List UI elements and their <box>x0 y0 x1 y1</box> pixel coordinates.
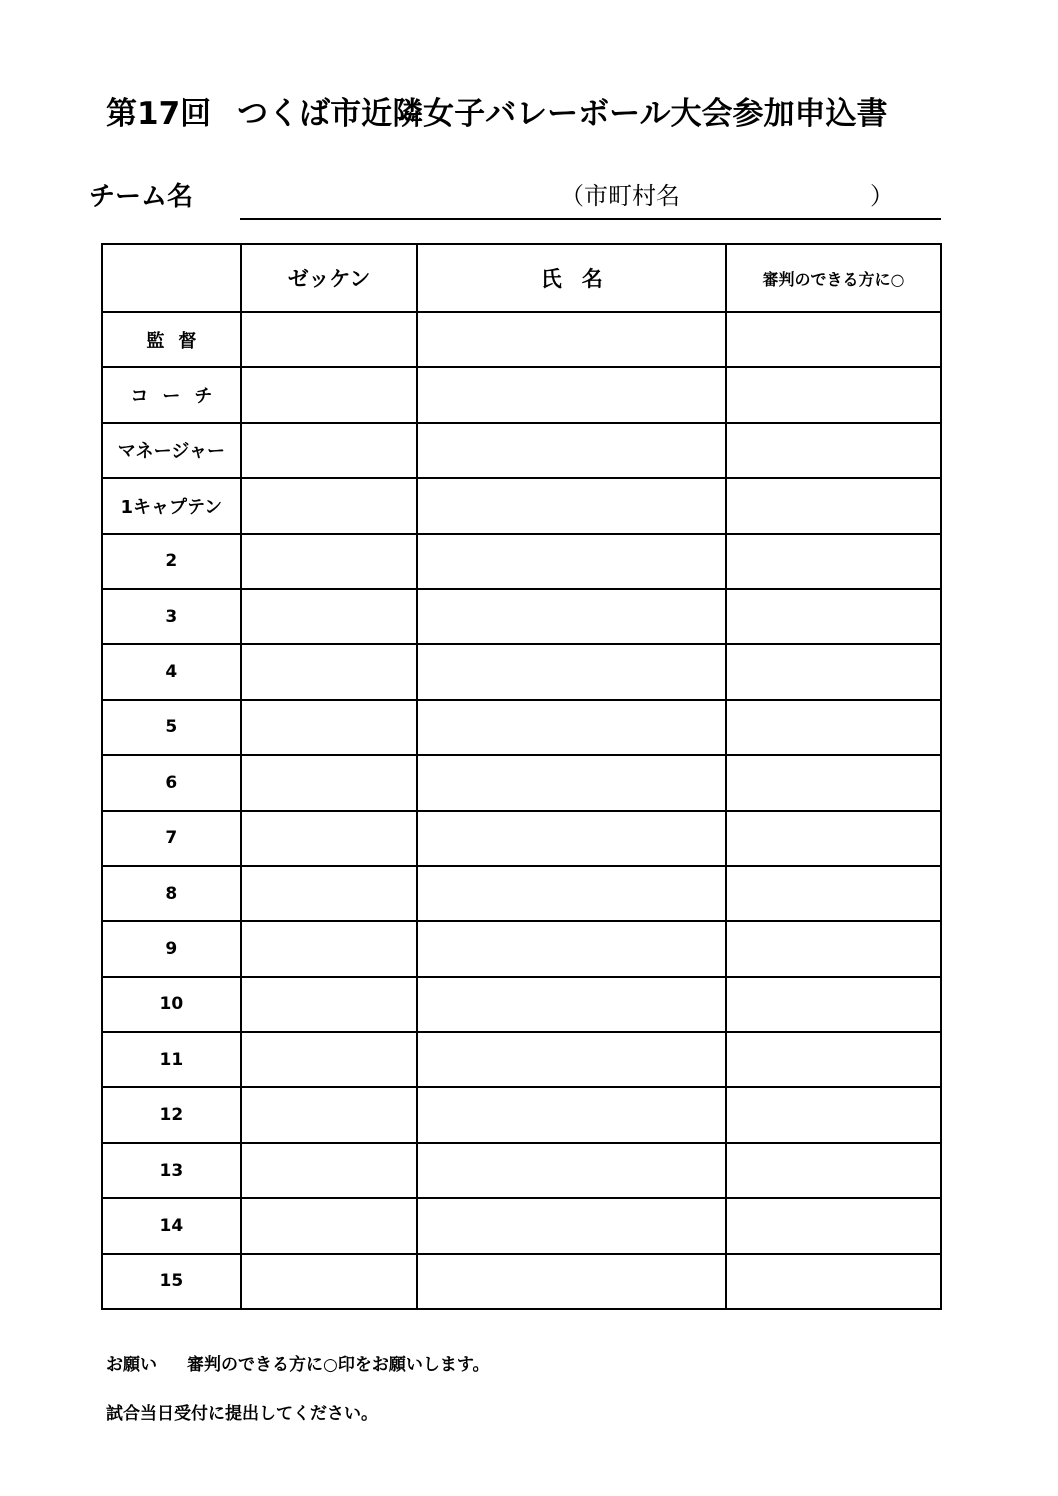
bib-number-cell[interactable] <box>241 589 418 644</box>
table-row <box>102 755 941 810</box>
table-row <box>102 1032 941 1087</box>
row-role-label: 1キャプテン <box>102 478 241 533</box>
name-cell[interactable] <box>417 977 725 1032</box>
row-role-label: 10 <box>102 977 241 1032</box>
municipality-close-paren: ） <box>870 182 894 210</box>
header-referee: 審判のできる方に○ <box>726 244 941 312</box>
table-row <box>102 700 941 755</box>
referee-cell[interactable] <box>726 1198 941 1253</box>
row-role-label: マネージャー <box>102 423 241 478</box>
name-cell[interactable] <box>417 367 725 422</box>
name-cell[interactable] <box>417 1198 725 1253</box>
row-role-label: 11 <box>102 1032 241 1087</box>
row-role-label: 15 <box>102 1254 241 1309</box>
referee-cell[interactable] <box>726 644 941 699</box>
referee-cell[interactable] <box>726 367 941 422</box>
row-role-label: 監督 <box>102 312 241 367</box>
referee-cell[interactable] <box>726 1143 941 1198</box>
referee-cell[interactable] <box>726 755 941 810</box>
table-row <box>102 1198 941 1253</box>
note-request-label: お願い <box>106 1355 157 1375</box>
name-cell[interactable] <box>417 700 725 755</box>
name-cell[interactable] <box>417 423 725 478</box>
team-name-label: チーム名 <box>89 182 194 212</box>
referee-cell[interactable] <box>726 1032 941 1087</box>
row-role-label: 6 <box>102 755 241 810</box>
name-cell[interactable] <box>417 1143 725 1198</box>
bib-number-cell[interactable] <box>241 977 418 1032</box>
name-cell[interactable] <box>417 811 725 866</box>
name-cell[interactable] <box>417 1032 725 1087</box>
name-cell[interactable] <box>417 1087 725 1142</box>
note-submit: 試合当日受付に提出してください。 <box>106 1404 378 1424</box>
header-role <box>102 244 241 312</box>
municipality-label: （市町村名 <box>560 182 680 210</box>
referee-cell[interactable] <box>726 312 941 367</box>
table-row <box>102 921 941 976</box>
referee-cell[interactable] <box>726 589 941 644</box>
team-name-field[interactable] <box>240 218 941 220</box>
referee-cell[interactable] <box>726 866 941 921</box>
row-role-label: コーチ <box>102 367 241 422</box>
row-role-label: 4 <box>102 644 241 699</box>
row-role-label: 5 <box>102 700 241 755</box>
title-edition: 第17回 <box>106 96 212 132</box>
bib-number-cell[interactable] <box>241 866 418 921</box>
roster-table <box>101 243 942 1310</box>
table-row <box>102 478 941 533</box>
bib-number-cell[interactable] <box>241 1198 418 1253</box>
bib-number-cell[interactable] <box>241 811 418 866</box>
row-role-label: 2 <box>102 534 241 589</box>
row-role-label: 13 <box>102 1143 241 1198</box>
table-row <box>102 977 941 1032</box>
bib-number-cell[interactable] <box>241 534 418 589</box>
table-row <box>102 1143 941 1198</box>
table-row <box>102 644 941 699</box>
page-title <box>106 88 888 133</box>
bib-number-cell[interactable] <box>241 478 418 533</box>
name-cell[interactable] <box>417 1254 725 1309</box>
referee-cell[interactable] <box>726 977 941 1032</box>
name-cell[interactable] <box>417 312 725 367</box>
referee-cell[interactable] <box>726 811 941 866</box>
row-role-label: 8 <box>102 866 241 921</box>
row-role-label: 3 <box>102 589 241 644</box>
table-row <box>102 866 941 921</box>
referee-cell[interactable] <box>726 921 941 976</box>
title-main: つくば市近隣女子バレーボール大会参加申込書 <box>237 96 888 132</box>
table-row <box>102 589 941 644</box>
header-bib-number: ゼッケン <box>241 244 418 312</box>
note-request <box>106 1350 489 1375</box>
referee-cell[interactable] <box>726 700 941 755</box>
name-cell[interactable] <box>417 589 725 644</box>
referee-cell[interactable] <box>726 534 941 589</box>
bib-number-cell[interactable] <box>241 700 418 755</box>
referee-cell[interactable] <box>726 1087 941 1142</box>
table-row <box>102 367 941 422</box>
name-cell[interactable] <box>417 755 725 810</box>
bib-number-cell[interactable] <box>241 423 418 478</box>
table-row <box>102 423 941 478</box>
name-cell[interactable] <box>417 534 725 589</box>
name-cell[interactable] <box>417 478 725 533</box>
bib-number-cell[interactable] <box>241 1087 418 1142</box>
bib-number-cell[interactable] <box>241 367 418 422</box>
row-role-label: 12 <box>102 1087 241 1142</box>
name-cell[interactable] <box>417 644 725 699</box>
row-role-label: 14 <box>102 1198 241 1253</box>
bib-number-cell[interactable] <box>241 755 418 810</box>
table-row <box>102 1087 941 1142</box>
referee-cell[interactable] <box>726 478 941 533</box>
name-cell[interactable] <box>417 866 725 921</box>
note-request-text: 審判のできる方に○印をお願いします。 <box>187 1355 490 1375</box>
name-cell[interactable] <box>417 921 725 976</box>
table-row <box>102 811 941 866</box>
bib-number-cell[interactable] <box>241 644 418 699</box>
bib-number-cell[interactable] <box>241 312 418 367</box>
bib-number-cell[interactable] <box>241 1254 418 1309</box>
referee-cell[interactable] <box>726 1254 941 1309</box>
table-row <box>102 1254 941 1309</box>
bib-number-cell[interactable] <box>241 1032 418 1087</box>
bib-number-cell[interactable] <box>241 1143 418 1198</box>
bib-number-cell[interactable] <box>241 921 418 976</box>
table-header-row <box>102 244 941 312</box>
referee-cell[interactable] <box>726 423 941 478</box>
table-row <box>102 312 941 367</box>
header-name: 氏名 <box>417 244 725 312</box>
row-role-label: 9 <box>102 921 241 976</box>
row-role-label: 7 <box>102 811 241 866</box>
table-row <box>102 534 941 589</box>
